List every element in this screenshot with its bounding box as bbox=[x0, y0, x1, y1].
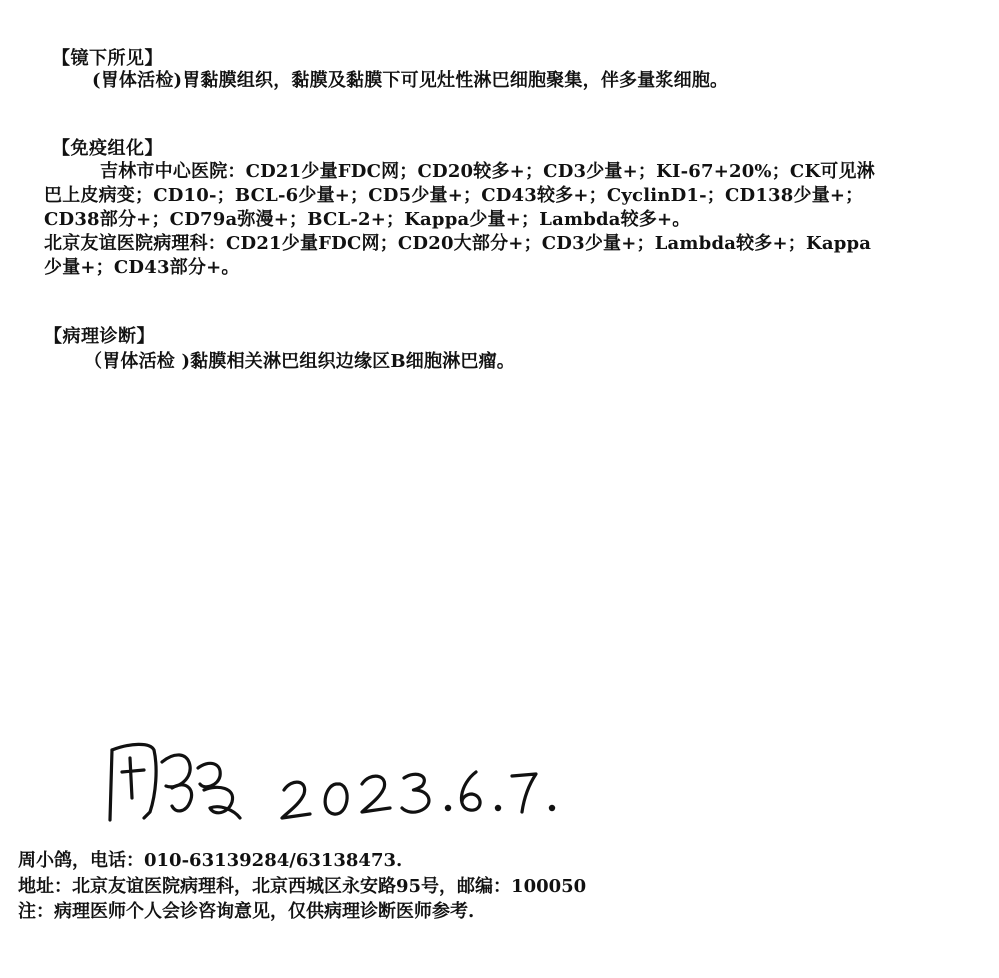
handwritten-signature bbox=[100, 728, 560, 828]
ihc-line: 少量+；CD43部分+。 bbox=[44, 257, 240, 278]
ihc-line: 北京友谊医院病理科：CD21少量FDC网；CD20大部分+；CD3少量+；Lambda较多+；Kappa bbox=[44, 233, 872, 254]
microscopy-text: (胃体活检)胃黏膜组织，黏膜及黏膜下可见灶性淋巴细胞聚集，伴多量浆细胞。 bbox=[92, 70, 729, 91]
microscopy-heading: 【镜下所见】 bbox=[52, 48, 163, 69]
ihc-line: 吉林市中心医院：CD21少量FDC网；CD20较多+；CD3少量+；KI-67+20%；CK可见淋 bbox=[100, 161, 875, 182]
diagnosis-text: （胃体活检 )黏膜相关淋巴组织边缘区B细胞淋巴瘤。 bbox=[84, 351, 515, 372]
contact-line: 周小鸽，电话：010-63139284/63138473. bbox=[18, 850, 403, 871]
ihc-line: CD38部分+；CD79a弥漫+；BCL-2+；Kappa少量+；Lambda较多+。 bbox=[44, 209, 691, 230]
disclaimer-note: 注：病理医师个人会诊咨询意见，仅供病理诊断医师参考. bbox=[18, 901, 475, 922]
ihc-line: 巴上皮病变；CD10-；BCL-6少量+；CD5少量+；CD43较多+；CyclinD1-；CD138少量+； bbox=[44, 185, 864, 206]
ihc-heading: 【免疫组化】 bbox=[52, 138, 163, 159]
address-line: 地址：北京友谊医院病理科，北京西城区永安路95号，邮编：100050 bbox=[18, 876, 587, 897]
diagnosis-heading: 【病理诊断】 bbox=[44, 326, 155, 347]
